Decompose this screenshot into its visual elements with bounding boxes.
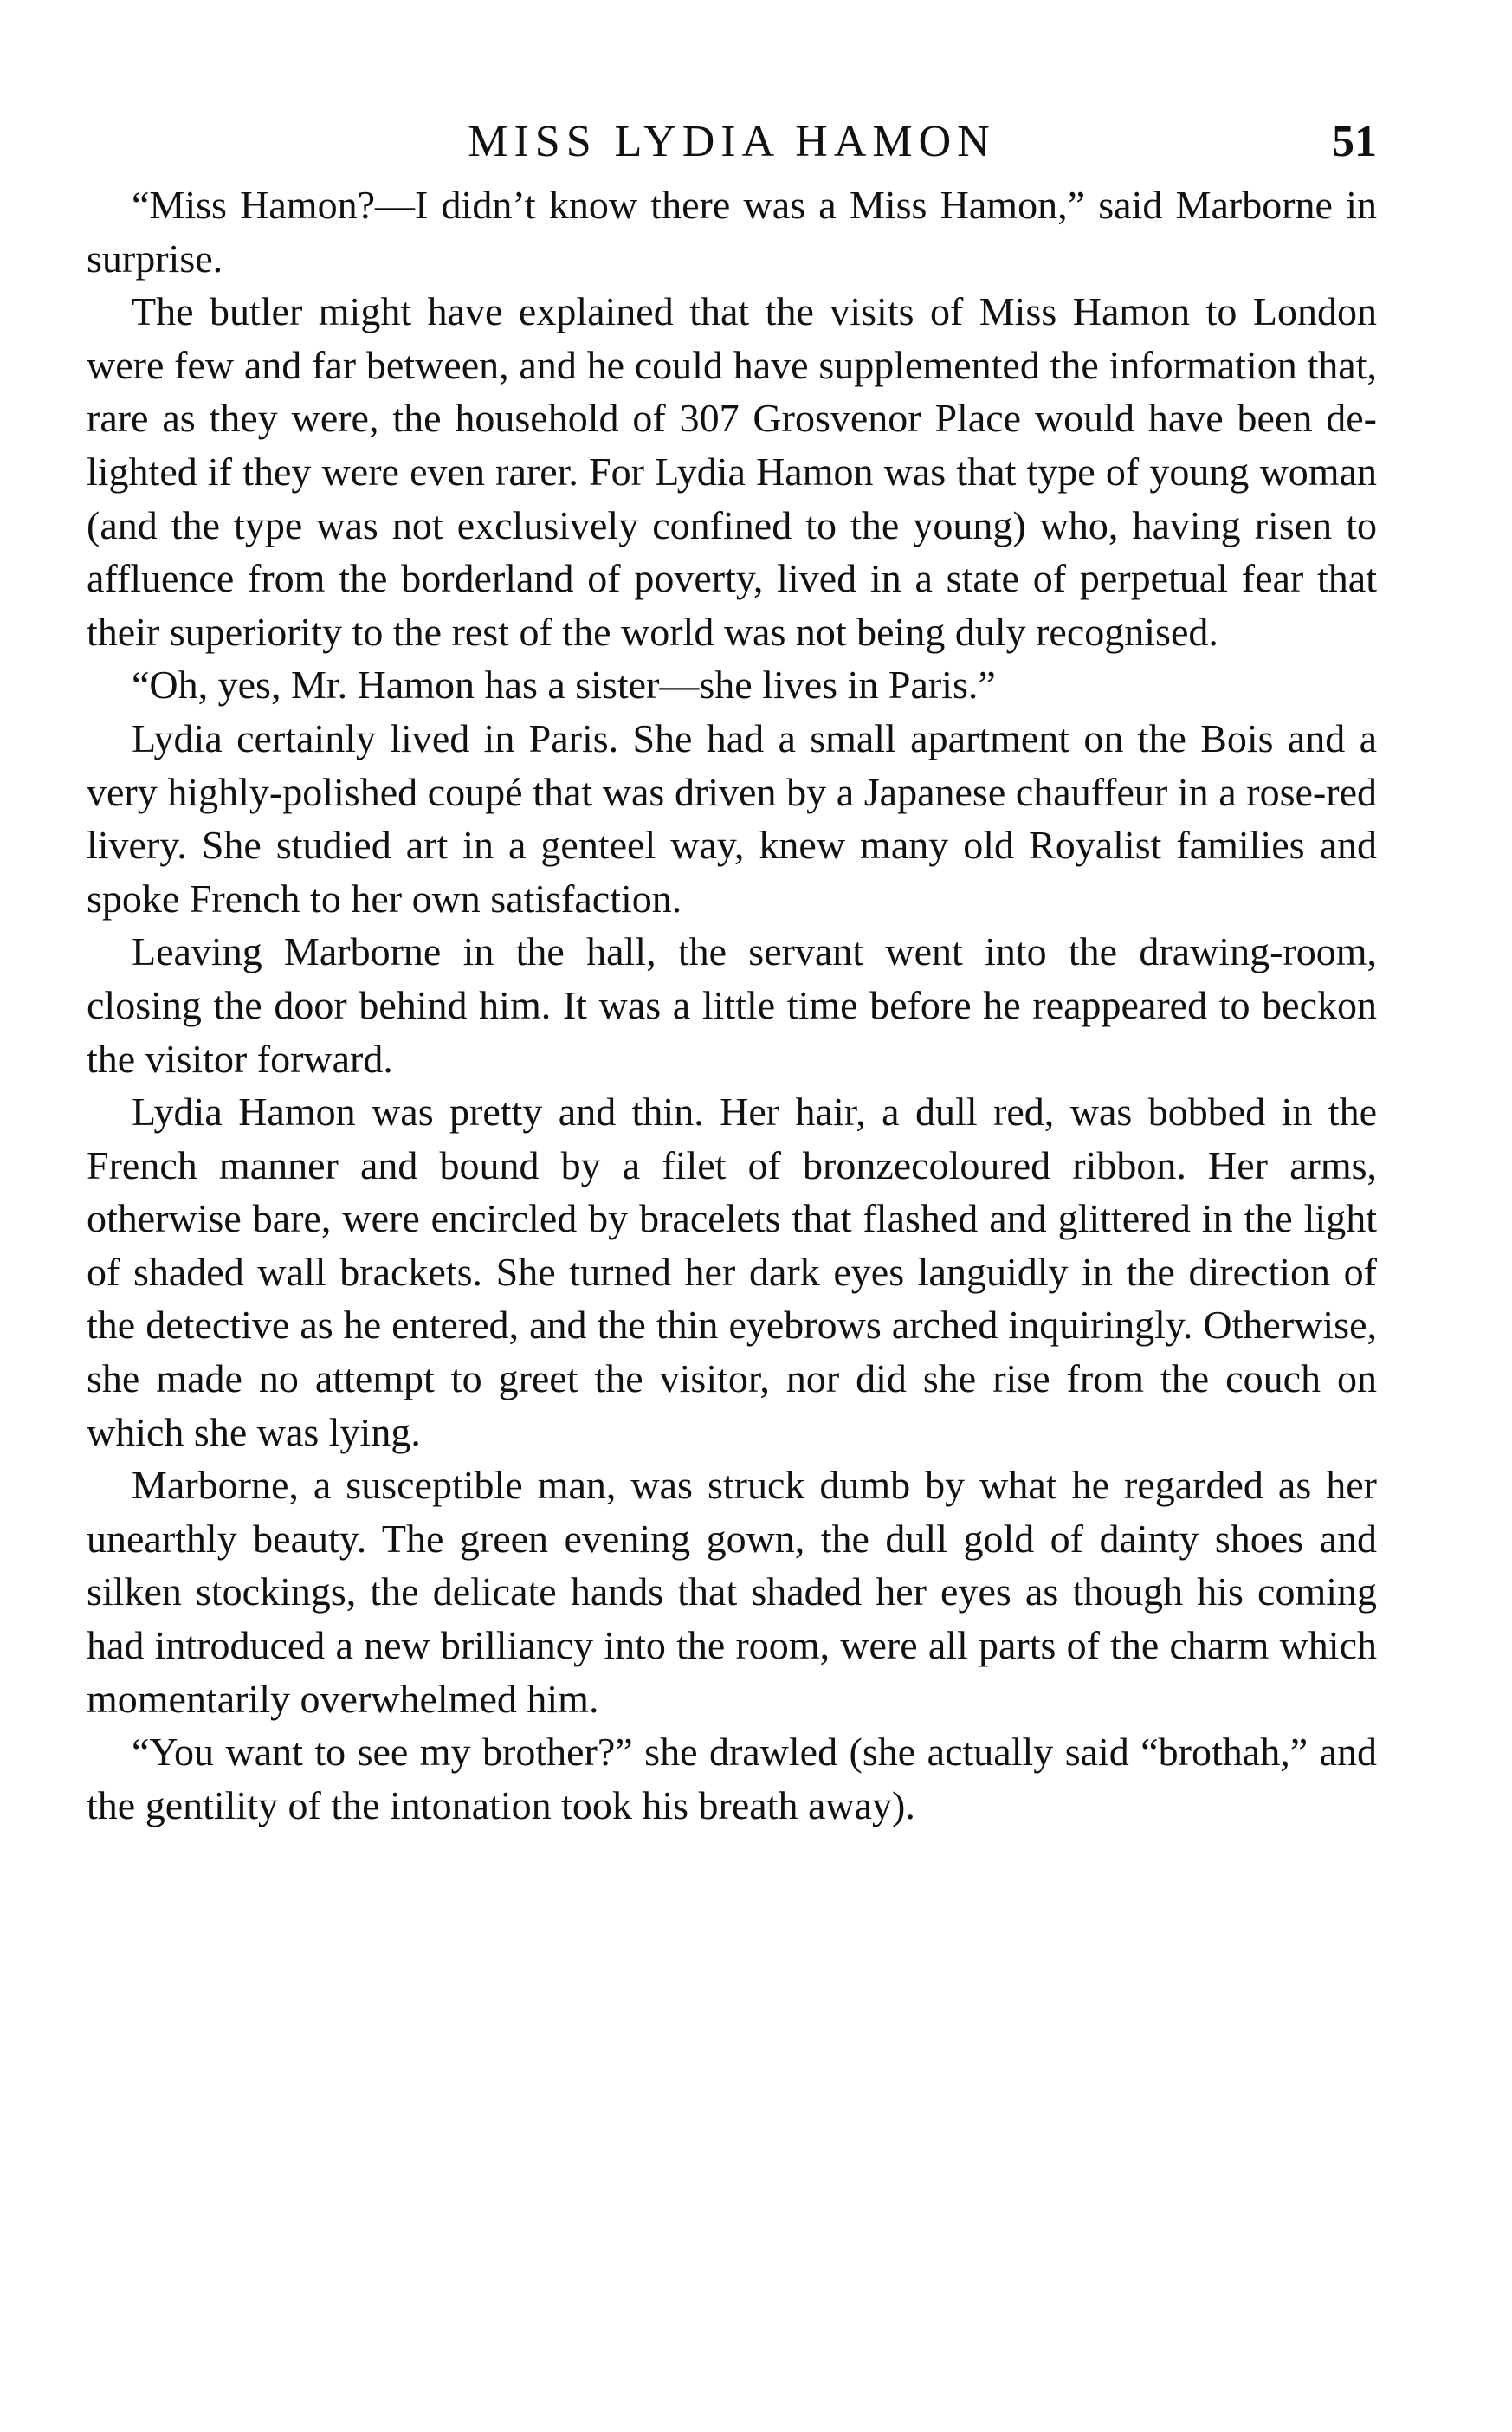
page-number: 51 bbox=[1332, 117, 1377, 166]
running-title: MISS LYDIA HAMON bbox=[468, 117, 996, 166]
paragraph: Lydia Hamon was pretty and thin. Her hair, a dull red, was bobbed in the French manner and bound by a filet of bronzecoloured ribbon. Her arms, otherwise bare, were encircled by bracelets that flashed and glittered in the light of shaded wall brackets. She turned her dark eyes languidly in the direction of the detective as he entered, and the thin eyebrows arched inquiringly. Otherwise, she made no attempt to greet the visitor, nor did she rise from the couch on which she was lying. bbox=[87, 1090, 1377, 1454]
paragraph: The butler might have explained that the visits of Miss Hamon to London were few and far between, and he could have supplemented the information that, rare as they were, the household of 307 Grosvenor Place would have been delighted if they were even rarer. For Lydia Hamon was that type of young woman (and the type was not exclusively confined to the young) who, having risen to affluence from the borderland of poverty, lived in a state of perpetual fear that their superiority to the rest of the world was not being duly recognised. bbox=[87, 289, 1377, 654]
page-header bbox=[87, 111, 1377, 173]
paragraph: Marborne, a susceptible man, was struck dumb by what he regarded as her unearthly beauty. The green evening gown, the dull gold of dainty shoes and silken stockings, the delicate hands that shaded her eyes as though his coming had introduced a new brilliancy into the room, were all parts of the charm which momentarily overwhelmed him. bbox=[87, 1463, 1377, 1721]
body-text bbox=[87, 178, 1377, 1832]
paragraph: “You want to see my brother?” she drawled (she actually said “brothah,” and the gentility of the intonation took his breath away). bbox=[87, 1730, 1377, 1827]
paragraph: “Oh, yes, Mr. Hamon has a sister—she lives in Paris.” bbox=[132, 663, 996, 708]
paragraph: “Miss Hamon?—I didn’t know there was a Miss Hamon,” said Marborne in surprise. bbox=[87, 183, 1377, 281]
paragraph: Lydia certainly lived in Paris. She had a small apartment on the Bois and a very highly-polished coupé that was driven by a Japanese chauffeur in a rose-red livery. She studied art in a genteel way, knew many old Royalist families and spoke French to her own satisfaction. bbox=[87, 715, 1377, 921]
paragraph: Leaving Marborne in the hall, the servant went into the drawing-room, closing the door behind him. It was a little time before he reappeared to beckon the visitor forward. bbox=[87, 929, 1377, 1081]
book-page bbox=[87, 111, 1377, 1832]
